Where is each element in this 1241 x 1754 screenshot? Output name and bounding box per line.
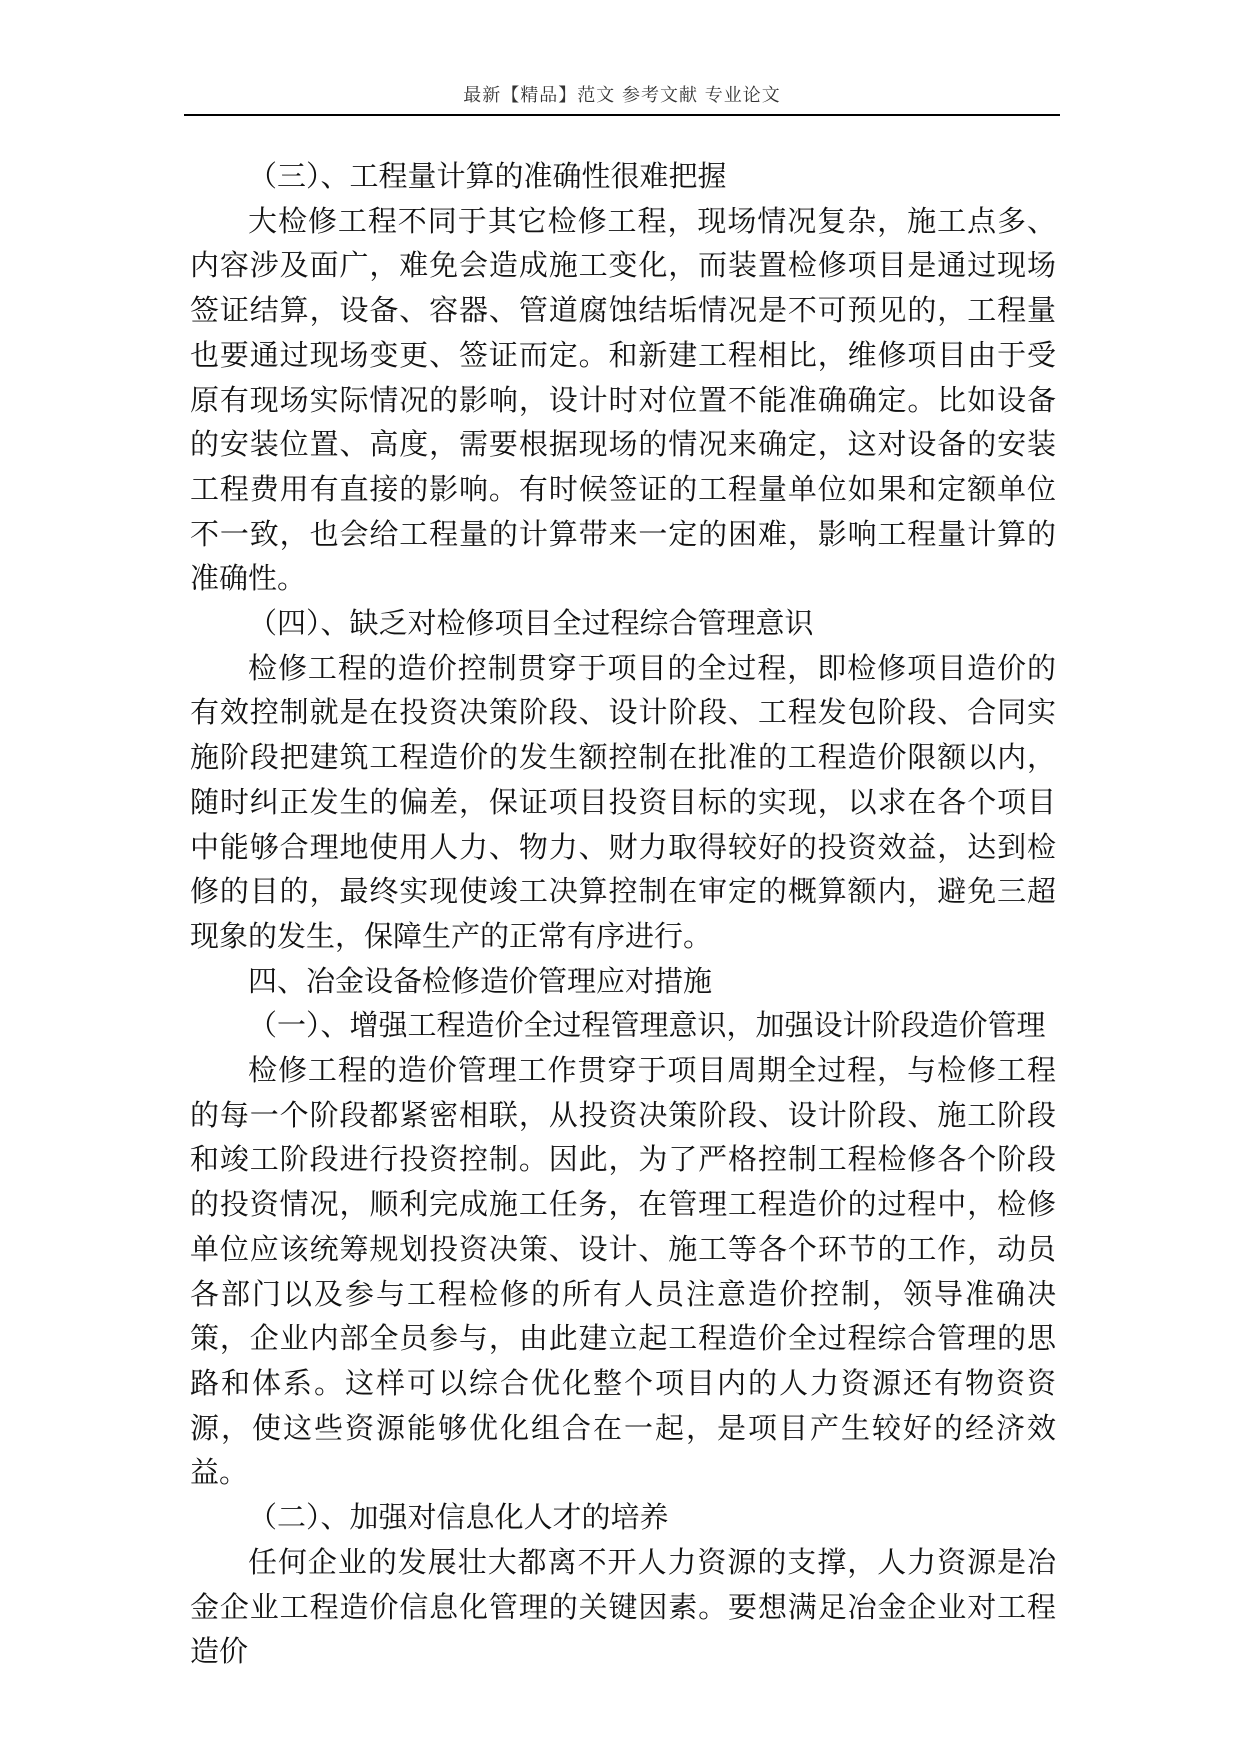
document-body bbox=[190, 154, 1056, 1674]
paragraph-quantity-accuracy: 大检修工程不同于其它检修工程，现场情况复杂，施工点多、内容涉及面广，难免会造成施工变化，而装置检修项目是通过现场签证结算，设备、容器、管道腐蚀结垢情况是不可预见的，工程量也要通过现场变更、签证而定。和新建工程相比，维修项目由于受原有现场实际情况的影响，设计时对位置不能准确确定。比如设备的安装位置、高度，需要根据现场的情况来确定，这对设备的安装工程费用有直接的影响。有时候签证的工程量单位如果和定额单位不一致，也会给工程量的计算带来一定的困难，影响工程量计算的准确性。 bbox=[190, 203, 1056, 596]
section-heading-4: （四）、缺乏对检修项目全过程综合管理意识 bbox=[248, 606, 814, 641]
section-heading-3: （三）、工程量计算的准确性很难把握 bbox=[248, 159, 727, 193]
section-heading-2: （二）、加强对信息化人才的培养 bbox=[248, 1500, 669, 1535]
chapter-heading-measures: 四、冶金设备检修造价管理应对措施 bbox=[248, 963, 713, 998]
paragraph-cost-management: 检修工程的造价管理工作贯穿于项目周期全过程，与检修工程的每一个阶段都紧密相联，从投资决策阶段、设计阶段、施工阶段和竣工阶段进行投资控制。因此，为了严格控制工程检修各个阶段的投资情况，顺利完成施工任务，在管理工程造价的过程中，检修单位应该统筹规划投资决策、设计、施工等各个环节的工作，动员各部门以及参与工程检修的所有人员注意造价控制，领导准确决策，企业内部全员参与，由此建立起工程造价全过程综合管理的思路和体系。这样可以综合优化整个项目内的人力资源还有物资资源，使这些资源能够优化组合在一起，是项目产生较好的经济效益。 bbox=[190, 1053, 1056, 1490]
paragraph-talent-training: 任何企业的发展壮大都离不开人力资源的支撑，人力资源是冶金企业工程造价信息化管理的关键因素。要想满足冶金企业对工程造价 bbox=[190, 1544, 1056, 1669]
paragraph-process-management: 检修工程的造价控制贯穿于项目的全过程，即检修项目造价的有效控制就是在投资决策阶段、设计阶段、工程发包阶段、合同实施阶段把建筑工程造价的发生额控制在批准的工程造价限额以内，随时纠正发生的偏差，保证项目投资目标的实现，以求在各个项目中能够合理地使用人力、物力、财力取得较好的投资效益，达到检修的目的，最终实现使竣工决算控制在审定的概算额内，避免三超现象的发生，保障生产的正常有序进行。 bbox=[190, 650, 1056, 953]
page-header: 最新【精品】范文 参考文献 专业论文 bbox=[463, 85, 781, 106]
header-divider bbox=[184, 114, 1060, 116]
section-heading-1: （一）、增强工程造价全过程管理意识，加强设计阶段造价管理 bbox=[248, 1008, 1046, 1043]
